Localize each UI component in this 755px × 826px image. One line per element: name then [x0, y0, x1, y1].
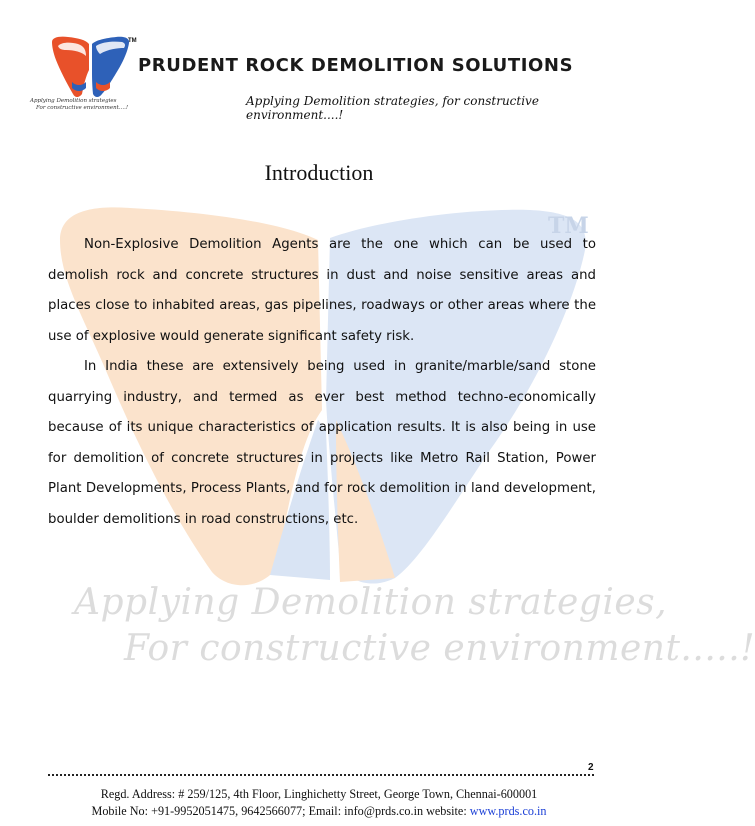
logo-tagline: [30, 98, 140, 112]
company-tagline: Applying Demolition strategies, for constructive environment....!: [246, 94, 539, 122]
footer-address: Regd. Address: # 259/125, 4th Floor, Linghichetty Street, George Town, Chennai-600001: [100, 787, 538, 801]
watermark-tm: TM: [548, 213, 589, 239]
document-body: [48, 230, 596, 535]
page-number: 2: [588, 762, 594, 773]
logo-tm-mark: TM: [128, 38, 137, 44]
page-title: Introduction: [264, 160, 374, 185]
company-name: PRUDENT ROCK DEMOLITION SOLUTIONS: [138, 55, 574, 76]
website-link[interactable]: www.prds.co.in: [469, 804, 547, 818]
paragraph-2: In India these are extensively being used in granite/marble/sand stone quarrying industry, and termed as ever best method techno-economically because of its unique characteristics of application results. It is also being in use for demolition of concrete structures in projects like Metro Rail Station, Power Plant Developments, Process Plants, and for rock demolition in land development, boulder demolitions in road constructions, etc.: [48, 359, 596, 527]
paragraph-1: Non-Explosive Demolition Agents are the one which can be used to demolish rock and concrete structures in dust and noise sensitive areas and places close to inhabited areas, gas pipelines, roadways or other areas where the use of explosive would generate significant safety risk.: [48, 237, 596, 344]
watermark-line-1: Applying Demolition strategies,: [74, 582, 668, 623]
logo-tagline-line-1: Applying Demolition strategies: [30, 98, 117, 104]
logo-tagline-line-2: For constructive environment....!: [36, 105, 129, 111]
footer-contact: [0, 803, 638, 819]
footer-divider: [48, 774, 594, 776]
watermark-line-2: For constructive environment.....!: [124, 628, 755, 669]
company-logo: [48, 36, 134, 104]
footer-contact-text: Mobile No: +91-9952051475, 9642566077; Email: info@prds.co.in website:: [91, 804, 467, 818]
